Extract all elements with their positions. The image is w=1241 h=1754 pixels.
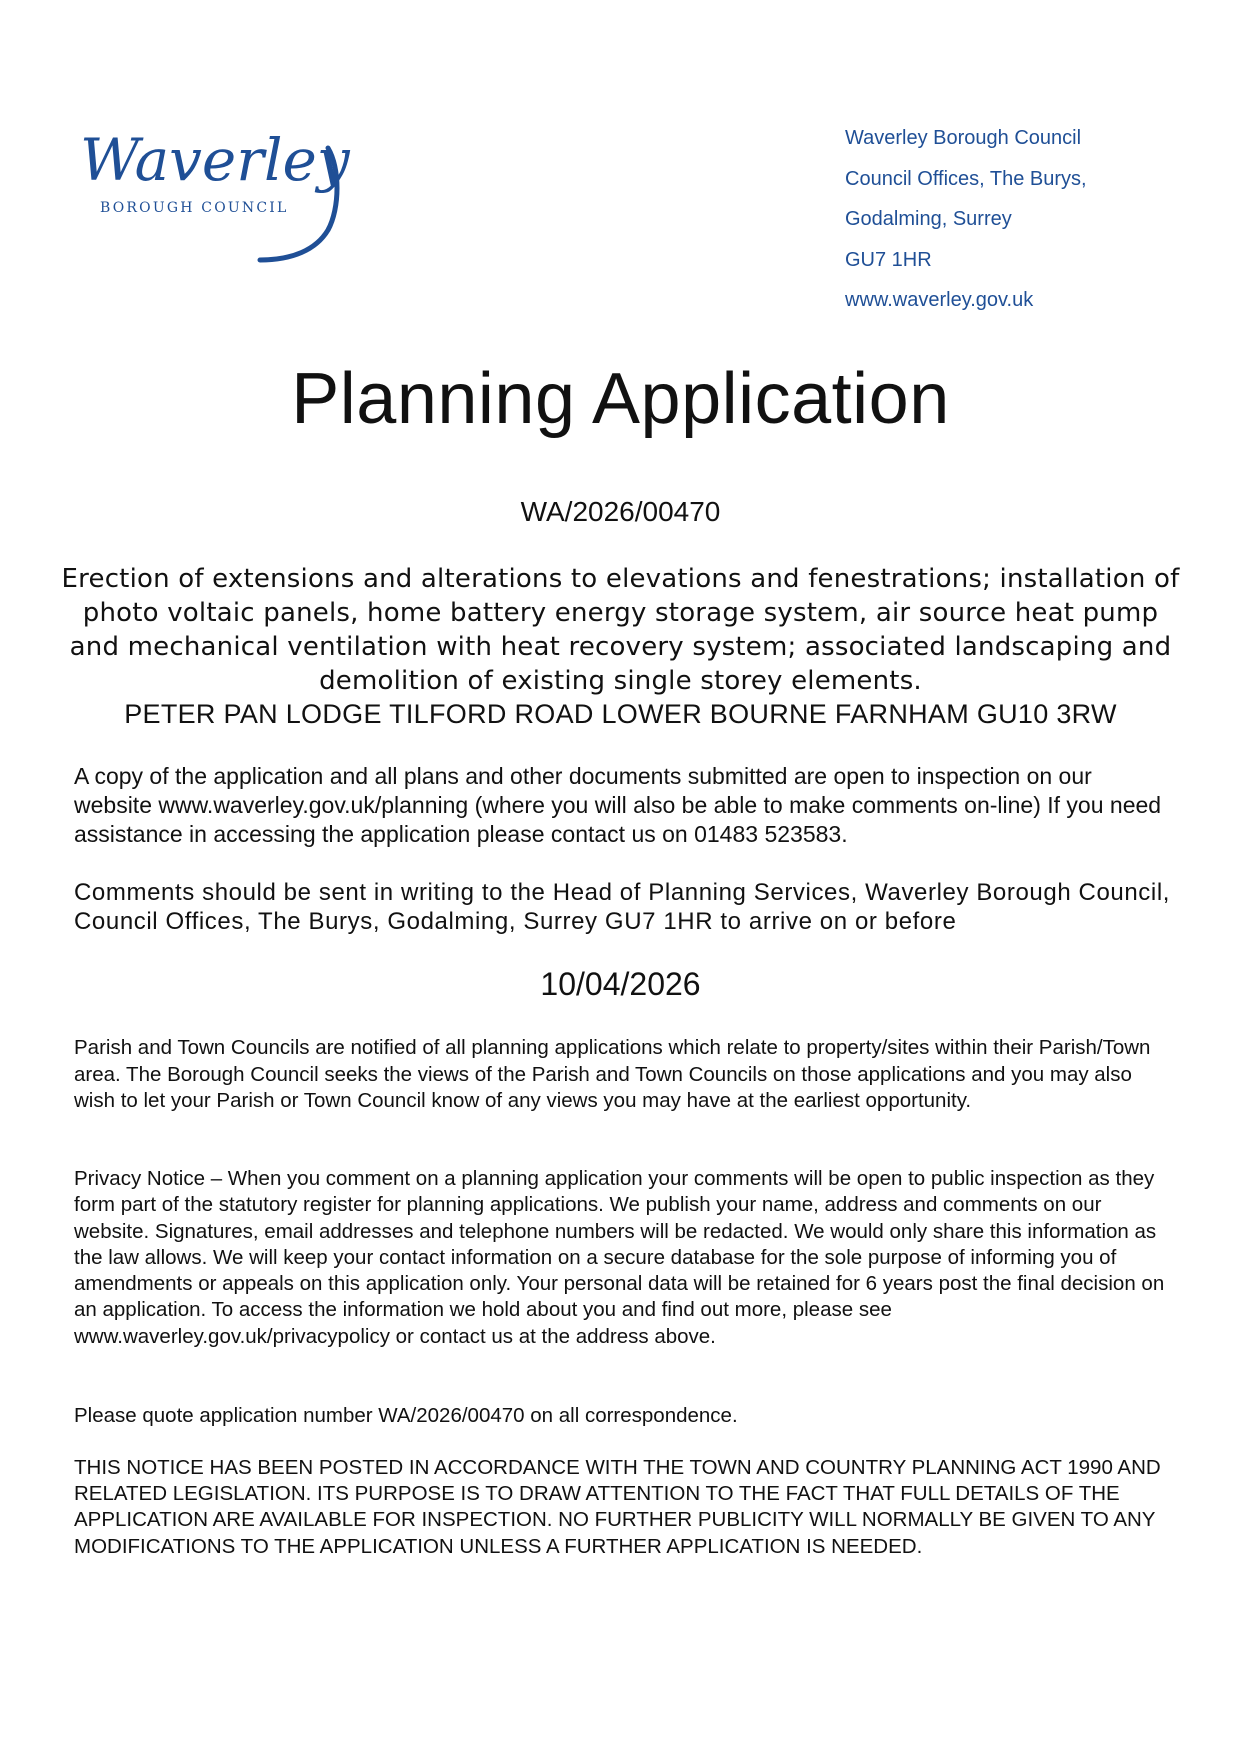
logo-wordmark: Waverley bbox=[80, 126, 350, 194]
privacy-notice-paragraph: Privacy Notice – When you comment on a planning application your comments will be open to public inspection as they form part of the statutory register for planning applications. We publish your name, address and comments on our website. Signatures, email addresses and telephone numbers will be redacted. We would only share this information as the law allows. We will keep your contact information on a secure database for the sole purpose of informing you of amendments or appeals on this application only. Your personal data will be retained for 6 years post the final decision on an application. To access the information we hold about you and find out more, please see www.waverley.gov.uk/privacypolicy or contact us at the address above. bbox=[74, 1167, 1165, 1348]
deadline-date: 10/04/2026 bbox=[540, 966, 701, 1002]
address-line-council: Waverley Borough Council bbox=[845, 127, 1082, 149]
logo-subtitle: BOROUGH COUNCIL bbox=[100, 200, 289, 216]
application-reference: WA/2026/00470 bbox=[520, 496, 721, 527]
quote-reference-paragraph: Please quote application number WA/2026/00470 on all correspondence. bbox=[74, 1404, 738, 1427]
council-address-block bbox=[845, 118, 1087, 321]
parish-paragraph: Parish and Town Councils are notified of all planning applications which relate to property/sites within their Parish/Town area. The Borough Council seeks the views of the Parish and Town Councils on those applications and you may also wish to let your Parish or Town Council know of any views you may have at the earliest opportunity. bbox=[74, 1036, 1151, 1112]
proposal-description: Erection of extensions and alterations to elevations and fenestrations; installation of photo voltaic panels, home battery energy storage system, air source heat pump and mechanical ventilation with heat recovery system; associated landscaping and demolition of existing single storey elements. bbox=[61, 564, 1180, 696]
address-line-town: Godalming, Surrey bbox=[845, 208, 1012, 230]
waverley-logo-graphic bbox=[78, 118, 358, 268]
inspection-paragraph: A copy of the application and all plans and other documents submitted are open to inspection on our website www.waverley.gov.uk/planning (where you will also be able to make comments on-line) If you need assistance in accessing the application please contact us on 01483 523583. bbox=[74, 763, 1162, 847]
comments-paragraph: Comments should be sent in writing to the Head of Planning Services, Waverley Borough Council, Council Offices, The Burys, Godalming, Surrey GU7 1HR to arrive on or before bbox=[74, 879, 1171, 935]
page-title: Planning Application bbox=[291, 359, 950, 439]
address-line-offices: Council Offices, The Burys, bbox=[845, 167, 1087, 190]
council-logo bbox=[78, 118, 358, 268]
site-address: PETER PAN LODGE TILFORD ROAD LOWER BOURNE FARNHAM GU10 3RW bbox=[124, 699, 1117, 729]
legal-notice-paragraph: THIS NOTICE HAS BEEN POSTED IN ACCORDANCE WITH THE TOWN AND COUNTRY PLANNING ACT 1990 AND RELATED LEGISLATION. ITS PURPOSE IS TO DRAW ATTENTION TO THE FACT THAT FULL DETAILS OF THE APPLICATION ARE AVAILABLE FOR INSPECTION. NO FURTHER PUBLICITY WILL NORMALLY BE GIVEN TO ANY MODIFICATIONS TO THE APPLICATION UNLESS A FURTHER APPLICATION IS NEEDED. bbox=[74, 1456, 1161, 1558]
address-line-postcode: GU7 1HR bbox=[845, 248, 932, 271]
address-line-website[interactable]: www.waverley.gov.uk bbox=[845, 289, 1034, 311]
